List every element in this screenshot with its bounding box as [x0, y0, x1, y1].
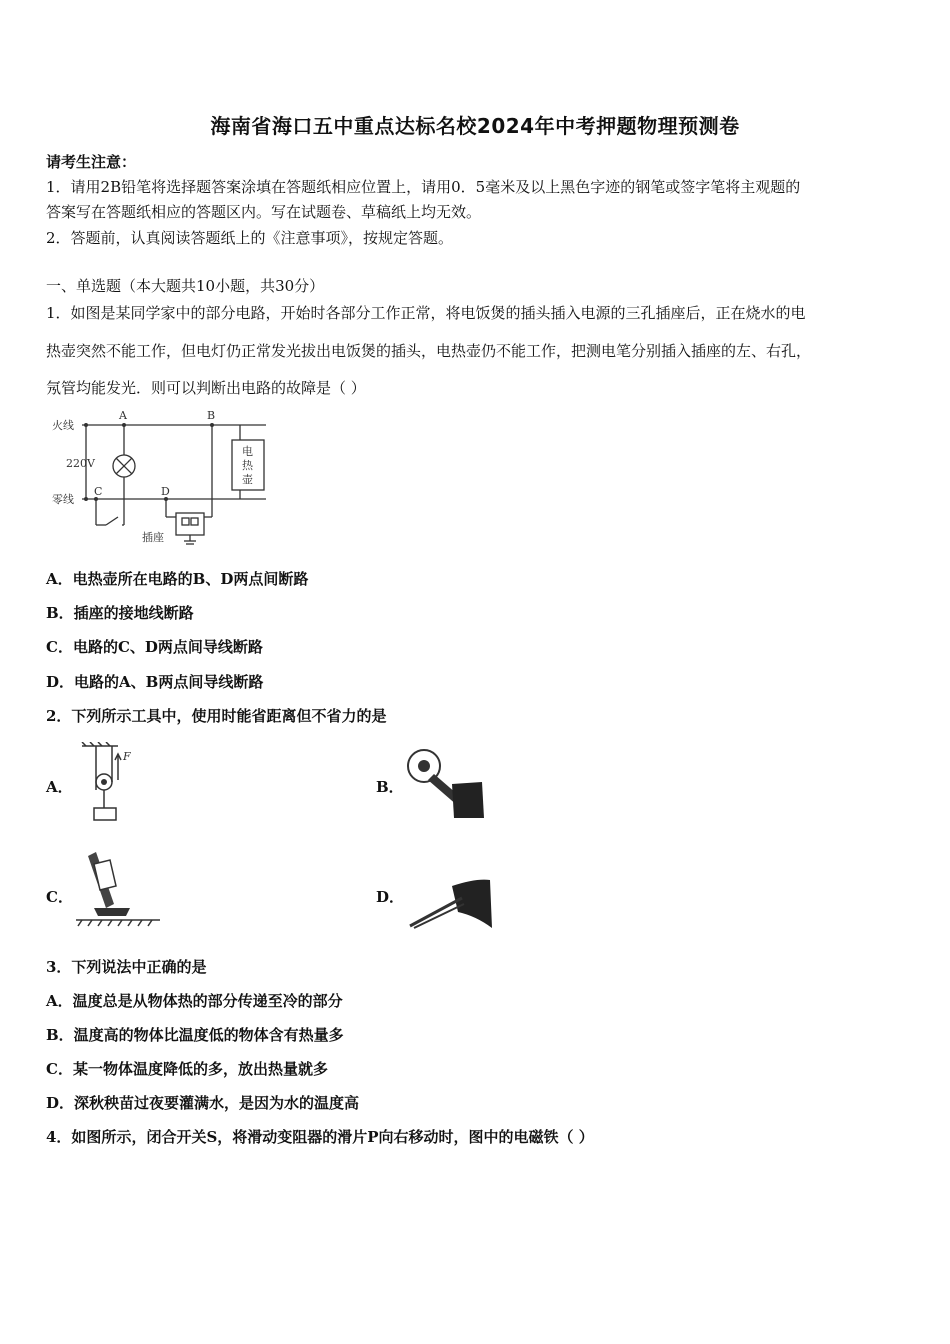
force-label: F [123, 750, 131, 763]
notice-line-2: 2．答题前，认真阅读答题纸上的《注意事项》，按规定答题。 [46, 229, 454, 247]
notice-line-1b: 答案写在答题纸相应的答题区内。写在试题卷、草稿纸上均无效。 [46, 203, 482, 221]
q3-option-a: A．温度总是从物体热的部分传递至冷的部分 [46, 992, 343, 1010]
q2-label-a: A． [46, 778, 73, 796]
tweezers-image [406, 876, 494, 932]
label-socket: 插座 [142, 531, 164, 544]
q1-stem-line-2: 热壶突然不能工作，但电灯仍正常发光拔出电饭煲的插头，电热壶仍不能工作，把测电笔分别插入插座的左、右孔， [46, 342, 812, 360]
q1-option-b: B．插座的接地线断路 [46, 604, 194, 622]
label-d: D [161, 485, 170, 498]
label-kettle-3: 壶 [242, 473, 253, 486]
q4-stem: 4．如图所示，闭合开关S，将滑动变阻器的滑片P向右移动时，图中的电磁铁（ ） [46, 1128, 594, 1146]
q3-option-d: D．深秋秧苗过夜要灌满水，是因为水的温度高 [46, 1094, 360, 1112]
label-neutral: 零线 [52, 493, 74, 506]
q2-label-c: C． [46, 888, 73, 906]
q1-circuit-diagram [46, 405, 276, 550]
q2-label-d: D． [376, 888, 405, 906]
label-live: 火线 [52, 419, 74, 432]
q1-stem-line-3: 氖管均能发光．则可以判断出电路的故障是（ ） [46, 379, 366, 397]
label-c: C [94, 485, 103, 498]
pulley-image [78, 742, 140, 824]
label-kettle-1: 电 [242, 445, 253, 458]
q2-stem: 2．下列所示工具中，使用时能省距离但不省力的是 [46, 707, 387, 725]
notice-line-1a: 1．请用2B铅笔将选择题答案涂填在答题纸相应位置上，请用0．5毫米及以上黑色字迹的钢笔或签字笔将主观题的 [46, 178, 801, 196]
q1-option-a: A．电热壶所在电路的B、D两点间断路 [46, 570, 309, 588]
q3-option-c: C．某一物体温度降低的多，放出热量就多 [46, 1060, 328, 1078]
q3-option-b: B．温度高的物体比温度低的物体含有热量多 [46, 1026, 344, 1044]
q1-option-d: D．电路的A、B两点间导线断路 [46, 673, 264, 691]
section-heading: 一、单选题（本大题共10小题，共30分） [46, 277, 325, 295]
label-a: A [119, 409, 127, 422]
q1-stem-line-1: 1．如图是某同学家中的部分电路，开始时各部分工作正常，将电饭煲的插头插入电源的三孔插座后，正在烧水的电 [46, 304, 806, 322]
notice-header: 请考生注意： [46, 153, 137, 171]
label-voltage: 220V [66, 457, 95, 470]
label-b: B [207, 409, 216, 422]
q1-option-c: C．电路的C、D两点间导线断路 [46, 638, 263, 656]
hammer-image [74, 846, 162, 928]
q3-stem: 3．下列说法中正确的是 [46, 958, 207, 976]
page-title: 海南省海口五中重点达标名校2024年中考押题物理预测卷 [210, 114, 740, 138]
wrench-image [404, 744, 490, 822]
q2-label-b: B． [376, 778, 404, 796]
label-kettle-2: 热 [242, 459, 253, 472]
